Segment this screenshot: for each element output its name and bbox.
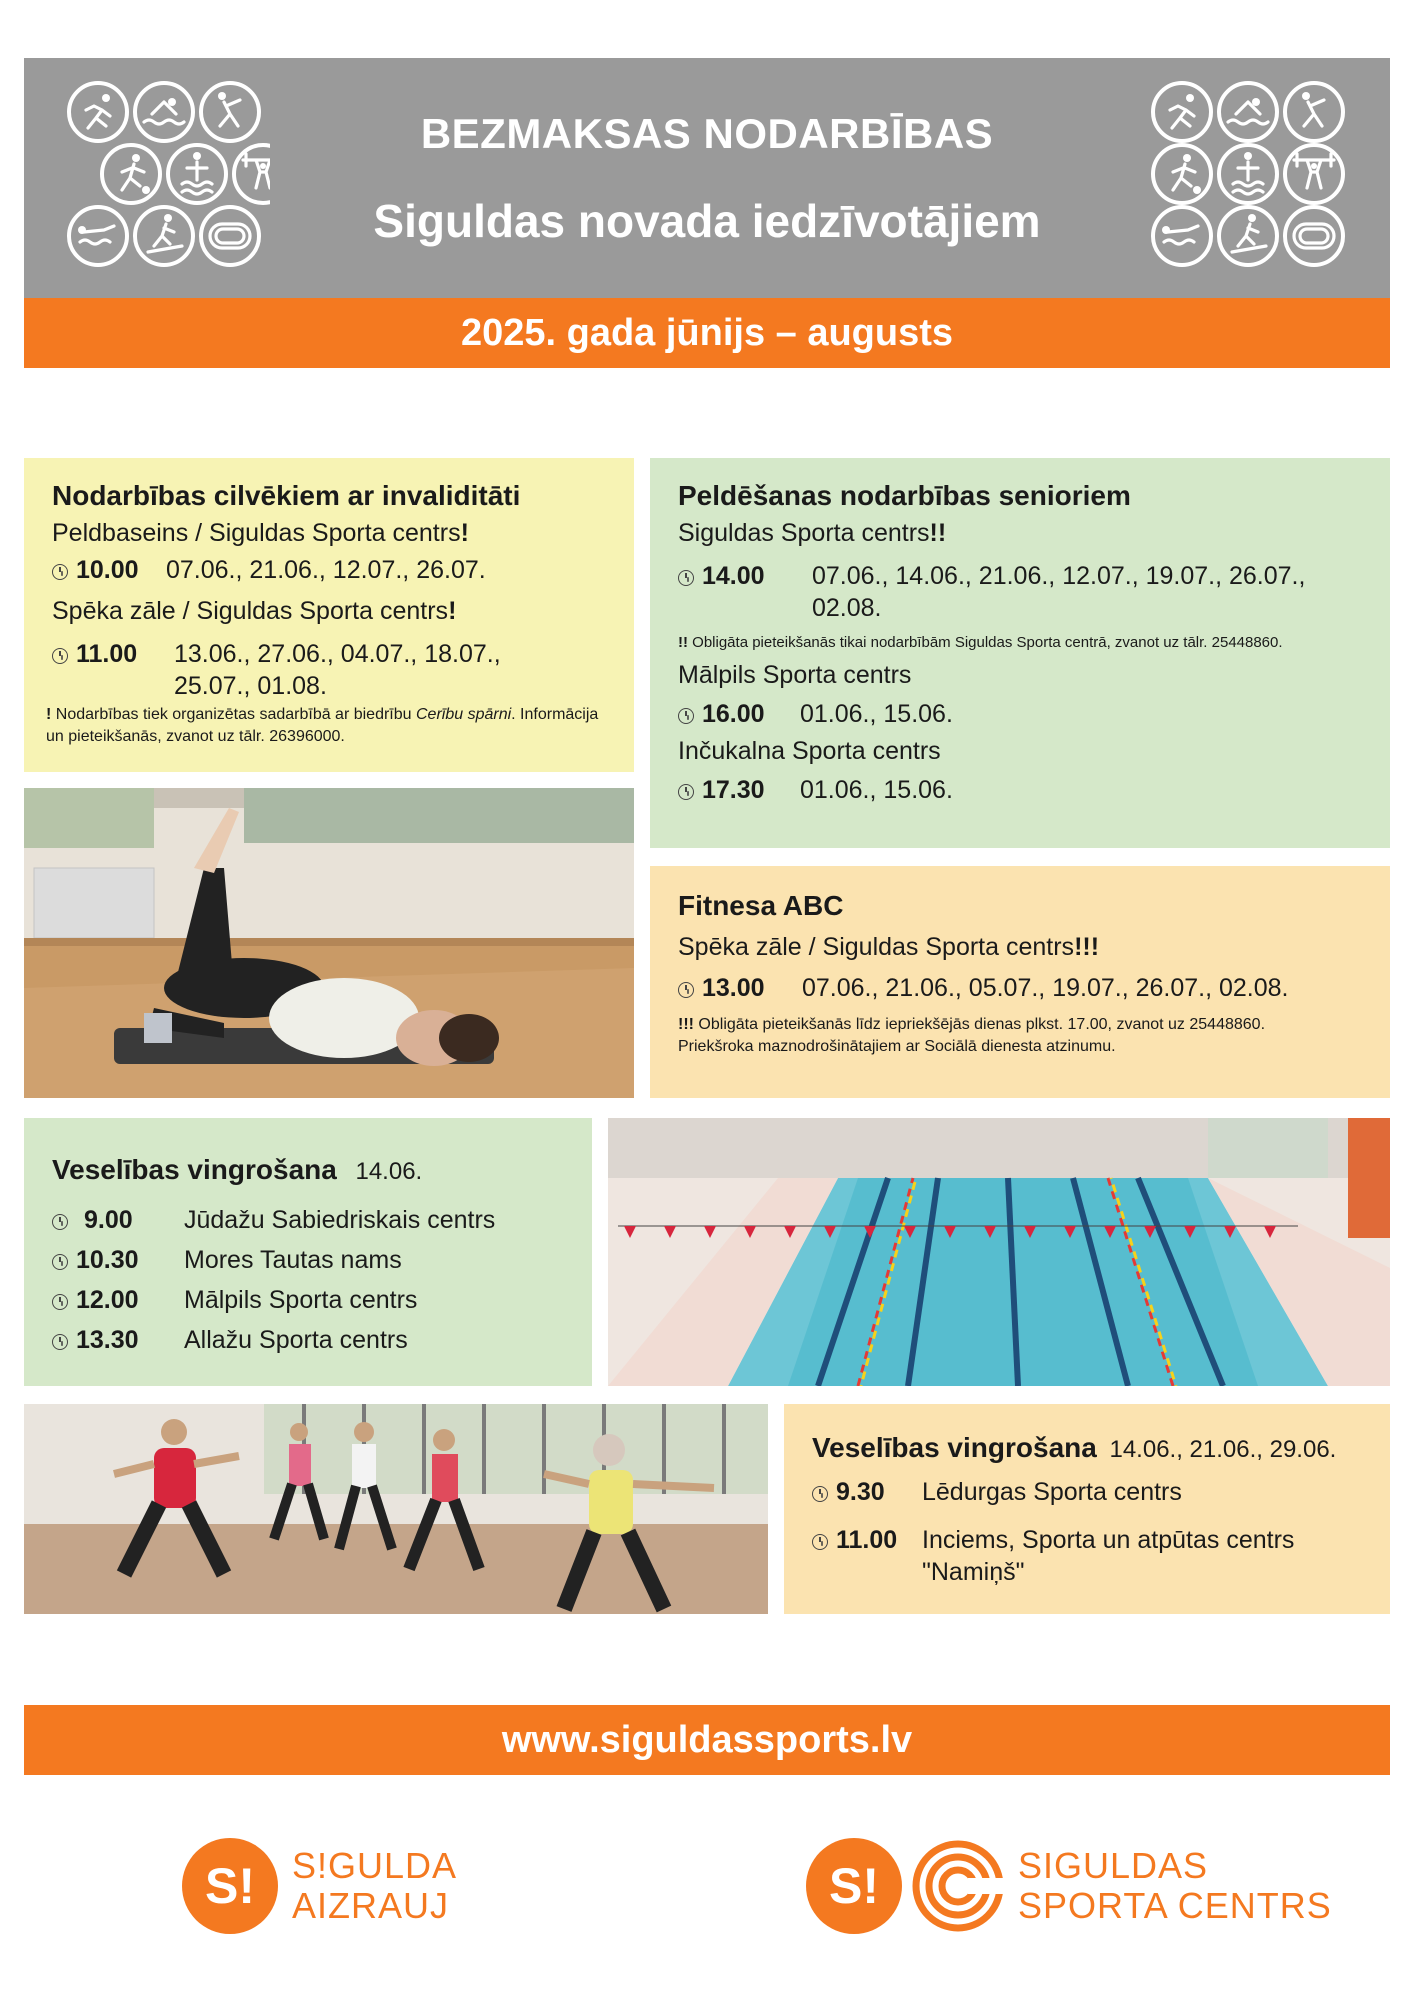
location-label: Inčukalna Sporta centrs bbox=[678, 737, 941, 765]
header-title: BEZMAKSAS NODARBĪBAS bbox=[420, 110, 994, 157]
swimming-pool-icon bbox=[135, 83, 193, 141]
time-label: 13.00 bbox=[702, 974, 765, 1002]
photo-swimming-pool bbox=[608, 1118, 1390, 1386]
place-label: Inciems, Sporta un atpūtas centrs "Namiņš" bbox=[922, 1526, 1295, 1586]
schedule-row bbox=[52, 1284, 564, 1324]
photo-group-gymnastics bbox=[24, 1404, 768, 1614]
disability-note: ! Nodarbības tiek organizētas sadarbībā ar biedrību Cerību spārni. Informācija un pieteikšanās, zvanot uz tālr. 26396000. bbox=[46, 706, 599, 745]
swimmer-icon bbox=[69, 207, 127, 265]
stretching-icon bbox=[201, 83, 259, 141]
panel-health-gymnastics-2 bbox=[784, 1404, 1390, 1614]
seniors-note: !! Obligāta pieteikšanās tikai nodarbībām Siguldas Sporta centrā, zvanot uz tālr. 25448860. bbox=[678, 634, 1283, 651]
photo-floor-exercise bbox=[24, 788, 634, 1098]
track-icon bbox=[201, 207, 259, 265]
aqua-aerobics-icon bbox=[168, 145, 226, 203]
place-label: Allažu Sporta centrs bbox=[184, 1326, 408, 1354]
schedule-row bbox=[678, 774, 1362, 806]
logo-sigulda-aizrauj bbox=[182, 1838, 457, 1934]
dates-label: 07.06., 21.06., 05.07., 19.07., 26.07., 02.08. bbox=[802, 974, 1289, 1002]
clock-icon bbox=[52, 648, 68, 664]
clock-icon bbox=[812, 1534, 828, 1550]
weightlifting-icon bbox=[234, 145, 270, 203]
schedule-row bbox=[52, 1204, 564, 1244]
clock-icon bbox=[678, 982, 694, 998]
time-label: 9.00 bbox=[84, 1206, 133, 1234]
clock-icon bbox=[812, 1486, 828, 1502]
location-label: Siguldas Sporta centrs!! bbox=[678, 519, 947, 547]
logo-text: S!GULDA AIZRAUJ bbox=[292, 1845, 458, 1926]
schedule-row bbox=[678, 972, 1362, 1004]
panel-header bbox=[812, 1430, 1362, 1466]
running-icon bbox=[1153, 83, 1211, 141]
dates-label: 07.06., 14.06., 21.06., 12.07., 19.07., 26.07., 02.08. bbox=[812, 562, 1306, 622]
place-label: Jūdažu Sabiedriskais centrs bbox=[184, 1206, 496, 1234]
header-subtitle: Siguldas novada iedzīvotājiem bbox=[373, 195, 1041, 247]
panel-header bbox=[52, 1152, 564, 1188]
time-label: 16.00 bbox=[702, 700, 765, 728]
dates-label: 01.06., 15.06. bbox=[800, 700, 953, 728]
dates-label: 01.06., 15.06. bbox=[800, 776, 953, 804]
time-label: 14.00 bbox=[702, 562, 765, 590]
time-label: 17.30 bbox=[702, 776, 765, 804]
panel-dates: 14.06., 21.06., 29.06. bbox=[1109, 1436, 1337, 1463]
clock-icon bbox=[678, 708, 694, 724]
schedule-row bbox=[812, 1524, 1362, 1588]
location-label: Peldbaseins / Siguldas Sporta centrs! bbox=[52, 519, 469, 547]
stretching-icon bbox=[1285, 83, 1343, 141]
swimmer-icon bbox=[1153, 207, 1211, 265]
panel-title: Peldēšanas nodarbības senioriem bbox=[678, 480, 1131, 511]
panel-title: Nodarbības cilvēkiem ar invaliditāti bbox=[52, 480, 521, 511]
clock-icon bbox=[52, 1294, 68, 1310]
treadmill-icon bbox=[135, 207, 193, 265]
place-label: Lēdurgas Sporta centrs bbox=[922, 1478, 1182, 1506]
football-icon bbox=[102, 145, 160, 203]
time-label: 11.00 bbox=[76, 640, 138, 668]
running-icon bbox=[69, 83, 127, 141]
schedule-row bbox=[812, 1476, 1362, 1522]
panel-title: Veselības vingrošana bbox=[812, 1432, 1097, 1463]
dates-label: 07.06., 21.06., 12.07., 26.07. bbox=[166, 556, 486, 584]
schedule-row bbox=[52, 638, 606, 702]
clock-icon bbox=[52, 1214, 68, 1230]
schedule-row bbox=[678, 560, 1362, 624]
location-label: Mālpils Sporta centrs bbox=[678, 661, 912, 689]
sigulda-logo-icon: S! bbox=[182, 1838, 278, 1934]
schedule-row bbox=[678, 698, 1362, 730]
time-label: 10.00 bbox=[76, 556, 139, 584]
time-label: 13.30 bbox=[76, 1326, 139, 1354]
panel-date: 14.06. bbox=[355, 1158, 423, 1185]
period-band: 2025. gada jūnijs – augusts bbox=[24, 298, 1390, 368]
place-label: Mores Tautas nams bbox=[184, 1246, 402, 1274]
clock-icon bbox=[52, 1334, 68, 1350]
clock-icon bbox=[678, 570, 694, 586]
clock-icon bbox=[678, 784, 694, 800]
website-link[interactable]: www.siguldassports.lv bbox=[24, 1705, 1390, 1775]
time-label: 10.30 bbox=[76, 1246, 139, 1274]
place-label: Mālpils Sporta centrs bbox=[184, 1286, 418, 1314]
health1-schedule bbox=[52, 1204, 564, 1364]
header-banner bbox=[24, 58, 1390, 298]
panel-disability bbox=[24, 458, 634, 772]
swimming-pool-icon bbox=[1219, 83, 1277, 141]
schedule-row bbox=[52, 554, 606, 586]
panel-title: Veselības vingrošana bbox=[52, 1154, 337, 1185]
weightlifting-icon bbox=[1285, 145, 1343, 203]
dates-label: 13.06., 27.06., 04.07., 18.07., 25.07., 01.08. bbox=[174, 640, 501, 700]
clock-icon bbox=[52, 1254, 68, 1270]
panel-fitness bbox=[650, 866, 1390, 1098]
sigulda-logo-icon: S! bbox=[806, 1838, 902, 1934]
clock-icon bbox=[52, 564, 68, 580]
fitness-note: !!! Obligāta pieteikšanās līdz iepriekšējās dienas plkst. 17.00, zvanot uz 25448860. Priekšroka maznodrošinātajiem ar Sociālā dienesta atzinumu. bbox=[678, 1016, 1266, 1055]
panel-title: Fitnesa ABC bbox=[678, 890, 844, 921]
time-label: 9.30 bbox=[836, 1478, 885, 1506]
time-label: 11.00 bbox=[836, 1526, 898, 1554]
sports-centre-rings-icon bbox=[910, 1838, 1006, 1934]
football-icon bbox=[1153, 145, 1211, 203]
sport-icons-left bbox=[60, 80, 270, 270]
treadmill-icon bbox=[1219, 207, 1277, 265]
sport-icons-right bbox=[1144, 80, 1354, 270]
aqua-aerobics-icon bbox=[1219, 145, 1277, 203]
logo-siguldas-sporta-centrs bbox=[806, 1838, 1332, 1934]
time-label: 12.00 bbox=[76, 1286, 139, 1314]
schedule-row bbox=[52, 1324, 564, 1364]
location-label: Spēka zāle / Siguldas Sporta centrs! bbox=[52, 597, 457, 625]
logo-text: SIGULDAS SPORTA CENTRS bbox=[1018, 1845, 1332, 1926]
location-label: Spēka zāle / Siguldas Sporta centrs!!! bbox=[678, 933, 1100, 961]
track-icon bbox=[1285, 207, 1343, 265]
panel-seniors bbox=[650, 458, 1390, 848]
schedule-row bbox=[52, 1244, 564, 1284]
panel-health-gymnastics-1 bbox=[24, 1118, 592, 1386]
